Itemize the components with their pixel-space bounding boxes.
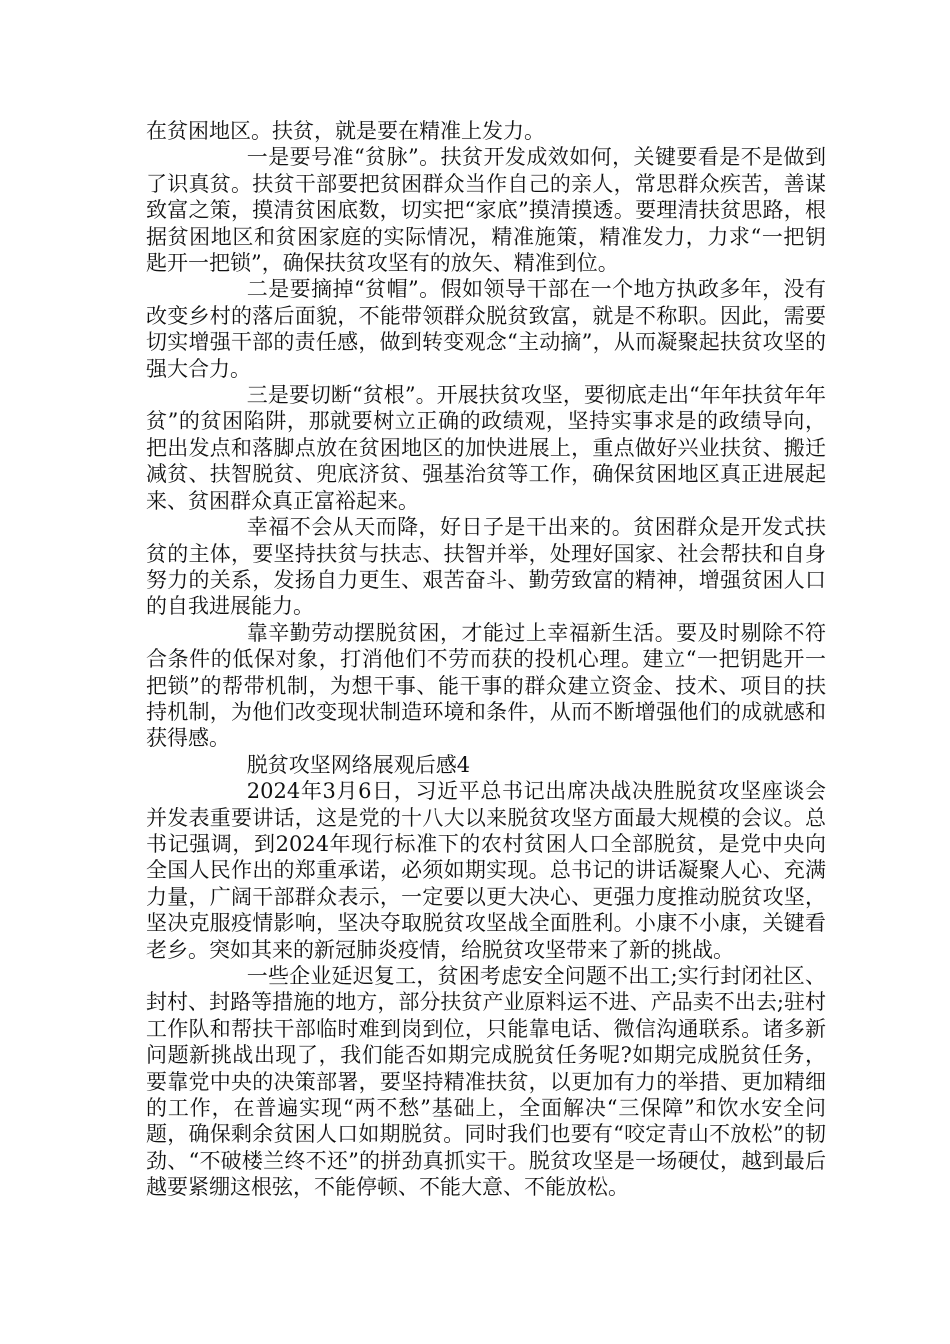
paragraph-speech: 2024年3月6日，习近平总书记出席决战决胜脱贫攻坚座谈会并发表重要讲话，这是党的十八大以来脱贫攻坚方面最大规模的会议。总书记强调，到2024年现行标准下的农村贫困人口全部脱贫，是党中央向全国人民作出的郑重承诺，必须如期实现。总书记的讲话凝聚人心、充满力量，广阔干部群众表示，一定要以更大决心、更强力度推动脱贫攻坚，坚决克服疫情影响，坚决夺取脱贫攻坚战全面胜利。小康不小康，关键看老乡。突如其来的新冠肺炎疫情，给脱贫攻坚带来了新的挑战。 (146, 779, 826, 962)
paragraph-continuation: 在贫困地区。扶贫，就是要在精准上发力。 (146, 119, 545, 143)
paragraph-happiness: 幸福不会从天而降，好日子是干出来的。贫困群众是开发式扶贫的主体，要坚持扶贫与扶志、扶智并举，处理好国家、社会帮扶和自身努力的关系，发扬自力更生、艰苦奋斗、勤劳致富的精神，增强贫困人口的自我进展能力。 (146, 515, 826, 619)
document-body (146, 118, 826, 1201)
paragraph-pingen: 三是要切断“贫根”。开展扶贫攻坚，要彻底走出“年年扶贫年年贫”的贫困陷阱，那就要树立正确的政绩观，坚持实事求是的政绩导向，把出发点和落脚点放在贫困地区的加快进展上，重点做好兴业扶贫、搬迁减贫、扶智脱贫、兜底济贫、强基治贫等工作，确保贫困地区真正进展起来、贫困群众真正富裕起来。 (146, 383, 826, 513)
paragraph-pinmai: 一是要号准“贫脉”。扶贫开发成效如何，关键要看是不是做到了识真贫。扶贫干部要把贫困群众当作自己的亲人，常思群众疾苦，善谋致富之策，摸清贫困底数，切实把“家底”摸清摸透。要理清扶贫思路，根据贫困地区和贫困家庭的实际情况，精准施策，精准发力，力求“一把钥匙开一把锁”，确保扶贫攻坚有的放矢、精准到位。 (146, 145, 826, 276)
paragraph-challenges: 一些企业延迟复工，贫困考虑安全问题不出工;实行封闭社区、封村、封路等措施的地方，部分扶贫产业原料运不进、产品卖不出去;驻村工作队和帮扶干部临时难到岗到位，只能靠电话、微信沟通联系。诸多新问题新挑战出现了，我们能否如期完成脱贫任务呢?如期完成脱贫任务，要靠党中央的决策部署，要坚持精准扶贫，以更加有力的举措、更加精细的工作，在普遍实现“两不愁”基础上，全面解决“三保障”和饮水安全问题，确保剩余贫困人口如期脱贫。同时我们也要有“咬定青山不放松”的韧劲、“不破楼兰终不还”的拼劲真抓实干。脱贫攻坚是一场硬仗，越到最后越要紧绷这根弦，不能停顿、不能大意、不能放松。 (146, 964, 826, 1200)
paragraph-pinmao: 二是要摘掉“贫帽”。假如领导干部在一个地方执政多年，没有改变乡村的落后面貌，不能带领群众脱贫致富，就是不称职。因此，需要切实增强干部的责任感，做到转变观念“主动摘”，从而凝聚起扶贫攻坚的强大合力。 (146, 277, 826, 381)
paragraph-hard-work: 靠辛勤劳动摆脱贫困，才能过上幸福新生活。要及时剔除不符合条件的低保对象，打消他们不劳而获的投机心理。建立“一把钥匙开一把锁”的帮带机制，为想干事、能干事的群众建立资金、技术、项目的扶持机制，为他们改变现状制造环境和条件，从而不断增强他们的成就感和获得感。 (146, 620, 826, 751)
section-heading: 脱贫攻坚网络展观后感4 (246, 752, 471, 777)
